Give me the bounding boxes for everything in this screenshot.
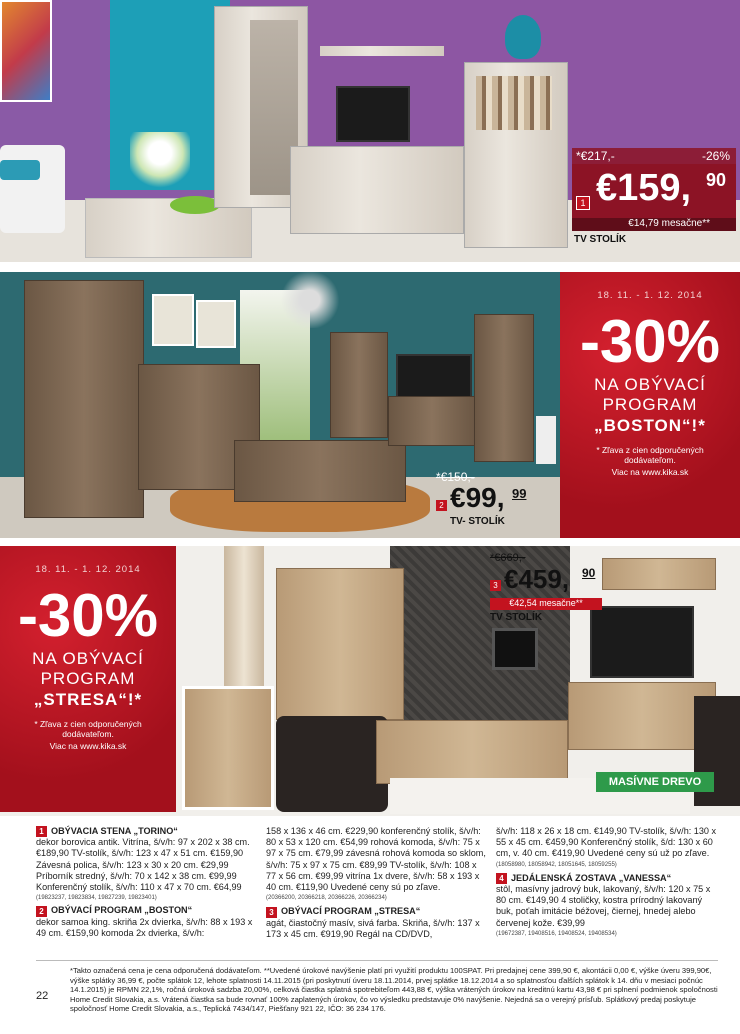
- product-1-title: OBÝVACIA STENA „TORINO“: [51, 826, 178, 836]
- photo-stresa: [0, 546, 740, 816]
- item-number-4: 4: [496, 873, 507, 884]
- tv-screen: [336, 86, 410, 142]
- product-column-1: [36, 826, 258, 939]
- vase-teal: [505, 15, 541, 59]
- tv-stand-boston: [388, 396, 476, 446]
- photo-boston: [0, 272, 740, 538]
- curtain: [224, 546, 264, 686]
- monthly-price: €14,79 mesačne**: [628, 218, 710, 229]
- tv-stand-torino: [290, 146, 464, 234]
- page-number: 22: [36, 990, 49, 1002]
- old-price: *€150,-: [436, 470, 475, 484]
- old-price-row: [572, 148, 736, 164]
- promo-line3: „STRESA“!*: [33, 690, 143, 709]
- product-1: [36, 826, 258, 904]
- product-column-2: [266, 826, 488, 940]
- item-number: 1: [576, 196, 590, 210]
- promo-line2: PROGRAM: [602, 395, 698, 414]
- flowers: [130, 132, 190, 202]
- promo-percent: -30%: [17, 582, 159, 649]
- footer-disclaimer: *Takto označená cena je cena odporučená dodávateľom. **Uvedené úrokové navýšenie platí pri využití produktu 100SPAT. Pri predajnej cene 399,90 €, akontácii 0,00 €, výške úveru 399,90€, výške splátky 36,99 €, počte splátok 12, lehote splatnosti 14.11.2015 (pri poskytnutí úveru 18.11.2014, prvej splátke 18.12.2014 a so splatnosťou ďalších splátok k 14. dňu v mesiaci počnúc 14.1.2015) je RPMN 22,1%, ročná úroková sadzba 20,00%, celková čiastka splatná spotrebiteľom 443,88 €, výška vrátených úrokov na kreditnú kartu 43,98 € pri splnení podmienok spoločnosti Home Credit Slovakia, a.s. Vrátená čiastka sa bude rovnať 100% zaplatených úrokov, čo vo výsledku predstavuje 0% navýšenie. Nejedná sa o verejný prísľub. Splátkový predaj poskytuje spoločnosť Home Credit Slovakia, a.s., Teplická 7434/147, Piešťany 921 22, IČO: 36 234 176.: [70, 966, 718, 1014]
- promo-dates: 18. 11. - 1. 12. 2014: [35, 564, 141, 575]
- promo-note: * Zľava z cien odporučených dodávateľom.: [34, 719, 142, 739]
- wardrobe-boston: [24, 280, 144, 518]
- promo-percent: -30%: [579, 308, 721, 375]
- corner-cabinet: [330, 332, 388, 438]
- price-main: €159,: [596, 167, 692, 209]
- product-3: [266, 906, 488, 940]
- hero-photo-torino: [0, 0, 740, 262]
- product-1-codes: (19823237, 19823834, 19827239, 19823401): [36, 895, 157, 902]
- item-number-3: 3: [266, 907, 277, 918]
- massive-wood-badge: MASÍVNE DREVO: [596, 772, 714, 792]
- promo-line1: NA OBÝVACÍ: [594, 375, 706, 394]
- item-number-2: 2: [36, 906, 47, 917]
- vase-white: [536, 416, 556, 464]
- product-4-text: stôl, masívny jadrový buk, lakovaný, š/v/h: 120 x 75 x 80 cm. €149,90 4 stoličky, kostra prírodný lakovaný buk, poťah imitácie béžovej, čiernej, hnedej alebo červenej kože. €39,99: [496, 884, 711, 928]
- price-tag-3: [486, 552, 606, 624]
- promo-dates: 18. 11. - 1. 12. 2014: [597, 290, 703, 301]
- product-label: TV STOLÍK: [490, 612, 543, 623]
- fireplace: [492, 628, 538, 670]
- product-2-text: dekor samoa king. skriňa 2x dvierka, š/v/h: 88 x 193 x 49 cm. €159,90 komoda 2x dvierka, š/v/h:: [36, 916, 253, 938]
- cd-shelf-stresa: [602, 558, 716, 590]
- product-2-codes: (20366200, 20366218, 20366226, 20366234): [266, 895, 387, 902]
- pictures: [152, 294, 194, 346]
- product-label: TV- STOLÍK: [450, 516, 505, 527]
- product-3-title: OBÝVACÍ PROGRAM „STRESA“: [281, 906, 421, 917]
- price-tag-2: [432, 470, 558, 532]
- item-number: 3: [490, 580, 501, 591]
- books: [476, 76, 552, 130]
- product-1-text: dekor borovica antik. Vitrína, š/v/h: 97 x 202 x 38 cm. €189,90 TV-stolík, š/v/h: 123 x 47 x 51 cm. €159,90 Závesná polica, š/v/h: 123 x 30 x 20 cm. €29,99 Príborník stredný, š/v/h: 70 x 142 x 38 cm. €99,99 Konferenčný stolík, š/v/h: 110 x 47 x 70 cm. €64,99: [36, 837, 250, 893]
- old-price: *€217,-: [576, 149, 615, 163]
- armchair: [276, 716, 388, 812]
- price-cents: 90: [582, 566, 596, 580]
- wall-shelf: [320, 46, 444, 56]
- small-cabinet-stresa: [182, 686, 274, 810]
- promo-url: Viac na www.kika.sk: [49, 741, 127, 751]
- promo-note: * Zľava z cien odporučených dodávateľom.: [596, 445, 704, 465]
- promo-url: Viac na www.kika.sk: [611, 467, 689, 477]
- price-cents: 90: [706, 170, 727, 190]
- product-column-3: [496, 826, 718, 940]
- price-cents: 99: [512, 486, 527, 501]
- monthly-row: [572, 218, 736, 231]
- price-box: [572, 164, 736, 218]
- price-main: €99,: [450, 482, 505, 513]
- sofa: [0, 145, 65, 233]
- tv-screen: [396, 354, 472, 400]
- wall-painting: [0, 0, 52, 102]
- price-main: €459,: [504, 564, 570, 594]
- footer-divider: [36, 960, 718, 961]
- sofa-pillow: [0, 160, 40, 180]
- pictures-2: [196, 300, 236, 348]
- promo-panel-boston: [560, 272, 740, 538]
- product-2-continued: 158 x 136 x 46 cm. €229,90 konferenčný stolík, š/v/h: 80 x 53 x 120 cm. €54,99 rohová komoda, š/v/h: 75 x 97 x 75 cm. €79,99 závesná rohová komoda so sklom, š/v/h: 75 x 97 x 75 cm. €89,99 TV-stolík, š/v/h: 108 x 77 x 56 cm. €99,99 vitrína 1x dvere, š/v/h: 58 x 193 x 40 cm. €119,90 Uvedené ceny sú po zľave.: [266, 826, 486, 893]
- product-label: TV STOLÍK: [574, 234, 627, 245]
- product-4-title: JEDÁLENSKÁ ZOSTAVA „VANESSA“: [511, 872, 672, 883]
- price-tag-1: [572, 148, 736, 246]
- product-3-continued: š/v/h: 118 x 26 x 18 cm. €149,90 TV-stolík, š/v/h: 130 x 55 x 45 cm. €459,90 Konferenčný stolík, š/d: 130 x 60 cm, v. 40 cm. €419,90 Uvedené ceny sú už po zľave.: [496, 826, 717, 859]
- chandelier: [270, 272, 350, 328]
- product-4: [496, 873, 718, 940]
- product-3-codes: (18058980, 18058942, 18051645, 18059255): [496, 861, 617, 868]
- product-3-text: agát, čiastočný masív, sivá farba. Skriňa, š/v/h: 137 x 173 x 45 cm. €919,90 Regál na CD/DVD,: [266, 917, 480, 939]
- monthly-price: €42,54 mesačne**: [490, 598, 602, 610]
- product-2-title: OBÝVACÍ PROGRAM „BOSTON“: [51, 905, 193, 916]
- promo-panel-stresa: [0, 546, 176, 812]
- old-price: *€669,-: [490, 552, 526, 564]
- fruit-bowl: [170, 196, 220, 214]
- coffee-table-boston: [234, 440, 406, 502]
- item-number: 2: [436, 500, 447, 511]
- vitrine-boston: [474, 314, 534, 462]
- vitrine-stresa: [276, 568, 404, 720]
- product-4-codes: (19672387, 19408516, 19408524, 19408534): [496, 930, 617, 937]
- coffee-table-stresa: [376, 720, 568, 784]
- promo-line1: NA OBÝVACÍ: [32, 649, 144, 668]
- item-number-1: 1: [36, 826, 47, 837]
- product-2: [36, 905, 258, 939]
- promo-line2: PROGRAM: [40, 669, 136, 688]
- discount-badge: -26%: [701, 149, 730, 163]
- promo-line3: „BOSTON“!*: [594, 416, 706, 435]
